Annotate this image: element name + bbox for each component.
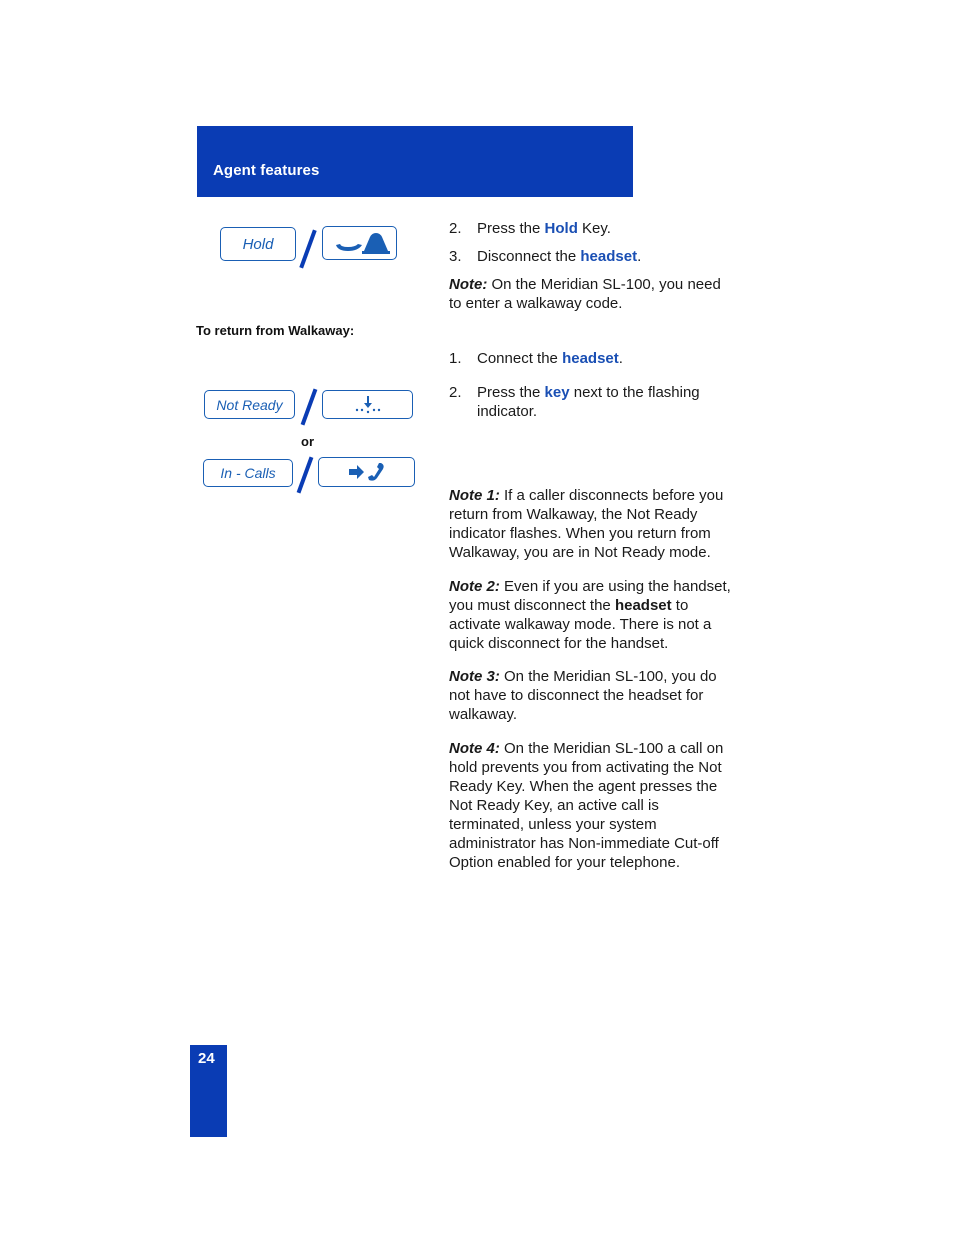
return-walkaway-heading: To return from Walkaway: (196, 323, 355, 338)
incoming-call-key[interactable] (318, 457, 415, 487)
flashing-indicator-icon (353, 394, 383, 416)
headset-key[interactable] (322, 226, 397, 260)
incoming-call-icon (347, 460, 387, 484)
page-number: 24 (198, 1050, 215, 1067)
in-calls-key[interactable] (203, 459, 293, 487)
hold-key-label: Hold (242, 235, 274, 253)
note-2: Note 2: Even if you are using the handset, you must disconnect the headset to activate walkaway mode. There is not a quick disconnect for the handset. (449, 578, 731, 652)
note-4: Note 4: On the Meridian SL-100 a call on hold prevents you from activating the Not Ready Key. When the agent presses the Not Ready Key, an active call is terminated, unless your system administrator has Non-immediate Cut-off Option enabled for your telephone. (449, 740, 724, 871)
slash-divider (299, 230, 316, 269)
note-3: Note 3: On the Meridian SL-100, you do not have to disconnect the headset for walkaway. (449, 668, 717, 723)
not-ready-key[interactable] (204, 390, 295, 419)
in-calls-key-label: In - Calls (220, 465, 276, 481)
or-label: or (301, 434, 314, 449)
slash-divider (297, 456, 314, 493)
handset-cradle-icon (328, 229, 392, 257)
not-ready-key-label: Not Ready (216, 396, 283, 413)
indicator-key[interactable] (322, 390, 413, 419)
header-band (197, 126, 633, 197)
slash-divider (301, 388, 318, 425)
page-number-band (190, 1045, 227, 1137)
section-title: Agent features (213, 162, 320, 179)
note-1: Note 1: If a caller disconnects before you return from Walkaway, the Not Ready indicator flashes. When you return from Walkaway, you are in Not Ready mode. (449, 487, 724, 561)
note-sl100-code: Note: On the Meridian SL-100, you need to enter a walkaway code. (449, 276, 721, 312)
hold-key[interactable] (220, 227, 296, 261)
